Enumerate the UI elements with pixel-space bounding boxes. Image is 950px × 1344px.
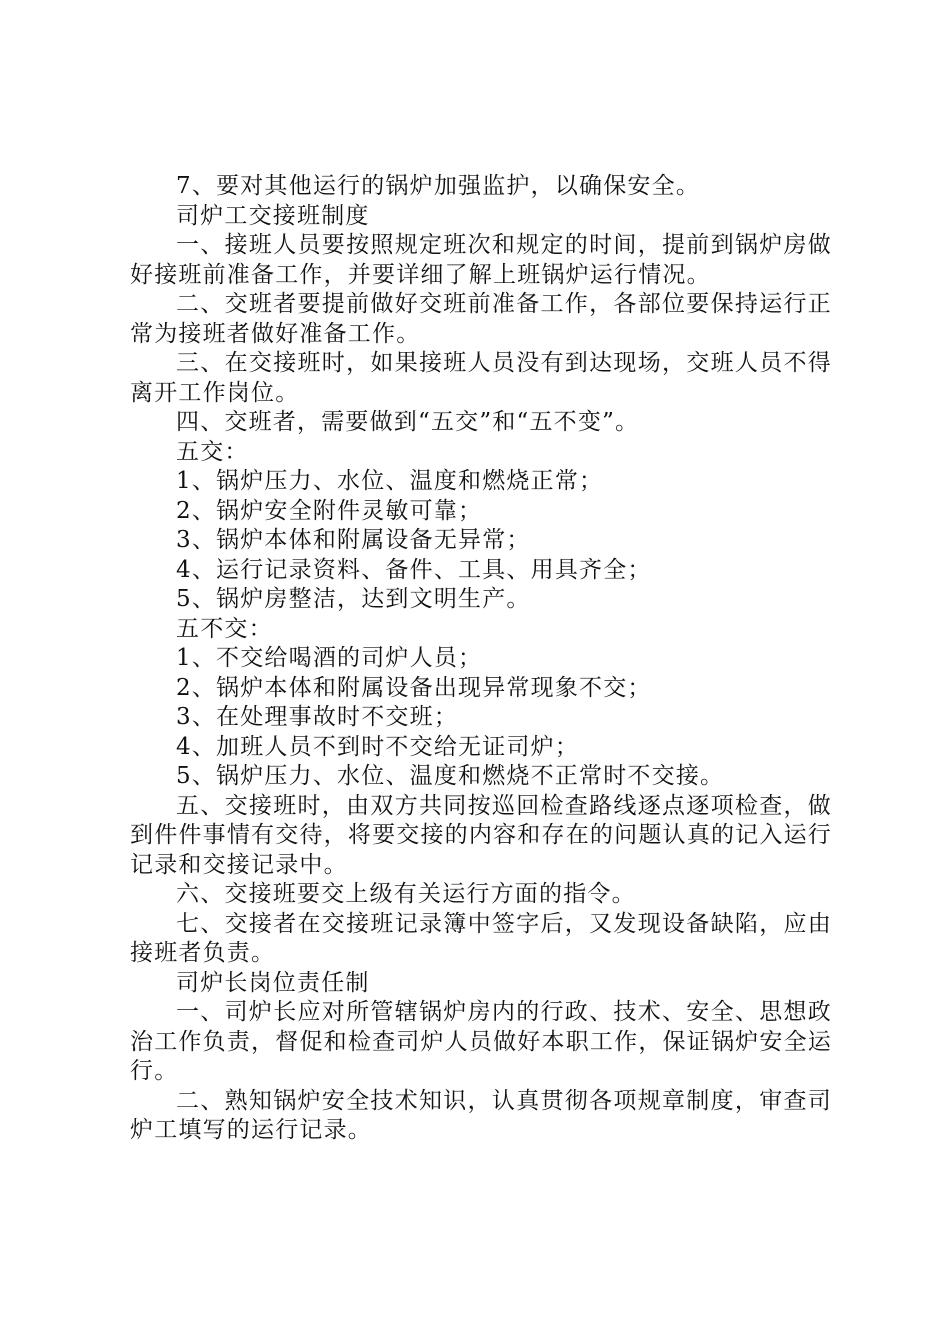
list-item: 2、锅炉本体和附属设备出现异常现象不交； <box>176 674 652 701</box>
list-item: 2、锅炉安全附件灵敏可靠； <box>176 497 483 524</box>
paragraph-chief-1: 一、司炉长应对所管辖锅炉房内的行政、技术、安全、思想政治工作负责，督促和检查司炉人员做好本职工作，保证锅炉安全运行。 <box>130 999 832 1084</box>
paragraph-handover-4: 四、交班者，需要做到“五交”和“五不变”。 <box>176 409 640 435</box>
list-item: 3、在处理事故时不交班； <box>176 704 459 730</box>
list-item: 4、运行记录资料、备件、工具、用具齐全； <box>176 556 652 583</box>
paragraph-handover-1: 一、接班人员要按照规定班次和规定的时间，提前到锅炉房做好接班前准备工作，并要详细了解上班锅炉运行情况。 <box>130 232 832 288</box>
section-title-shift-handover: 司炉工交接班制度 <box>176 202 370 229</box>
paragraph-handover-5: 五、交接班时，由双方共同按巡回检查路线逐点逐项检查，做到件件事情有交待，将要交接的内容和存在的问题认真的记入运行记录和交接记录中。 <box>130 792 832 878</box>
paragraph-handover-2: 二、交班者要提前做好交班前准备工作，各部位要保持运行正常为接班者做好准备工作。 <box>130 291 832 347</box>
list-item: 5、锅炉房整洁，达到文明生产。 <box>176 586 531 612</box>
document-body <box>130 172 832 1146</box>
paragraph-chief-2: 二、熟知锅炉安全技术知识，认真贯彻各项规章制度，审查司炉工填写的运行记录。 <box>130 1087 832 1143</box>
list-item: 3、锅炉本体和附属设备无异常； <box>176 527 531 553</box>
list-item: 5、锅炉压力、水位、温度和燃烧不正常时不交接。 <box>176 763 725 789</box>
section-title-chief-stoker: 司炉长岗位责任制 <box>176 969 370 996</box>
list-item: 4、加班人员不到时不交给无证司炉； <box>176 733 580 760</box>
list-item: 1、锅炉压力、水位、温度和燃烧正常； <box>176 468 604 494</box>
paragraph-handover-7: 七、交接者在交接班记录簿中签字后，又发现设备缺陷，应由接班者负责。 <box>130 910 832 966</box>
subheading-five-handovers: 五交： <box>176 438 249 465</box>
paragraph-item-7: 7、要对其他运行的锅炉加强监护，以确保安全。 <box>176 173 701 199</box>
paragraph-handover-3: 三、在交接班时，如果接班人员没有到达现场，交班人员不得离开工作岗位。 <box>130 350 832 406</box>
paragraph-handover-6: 六、交接班要交上级有关运行方面的指令。 <box>176 881 636 907</box>
list-item: 1、不交给喝酒的司炉人员； <box>176 645 483 671</box>
subheading-five-no-handovers: 五不交： <box>176 615 273 642</box>
